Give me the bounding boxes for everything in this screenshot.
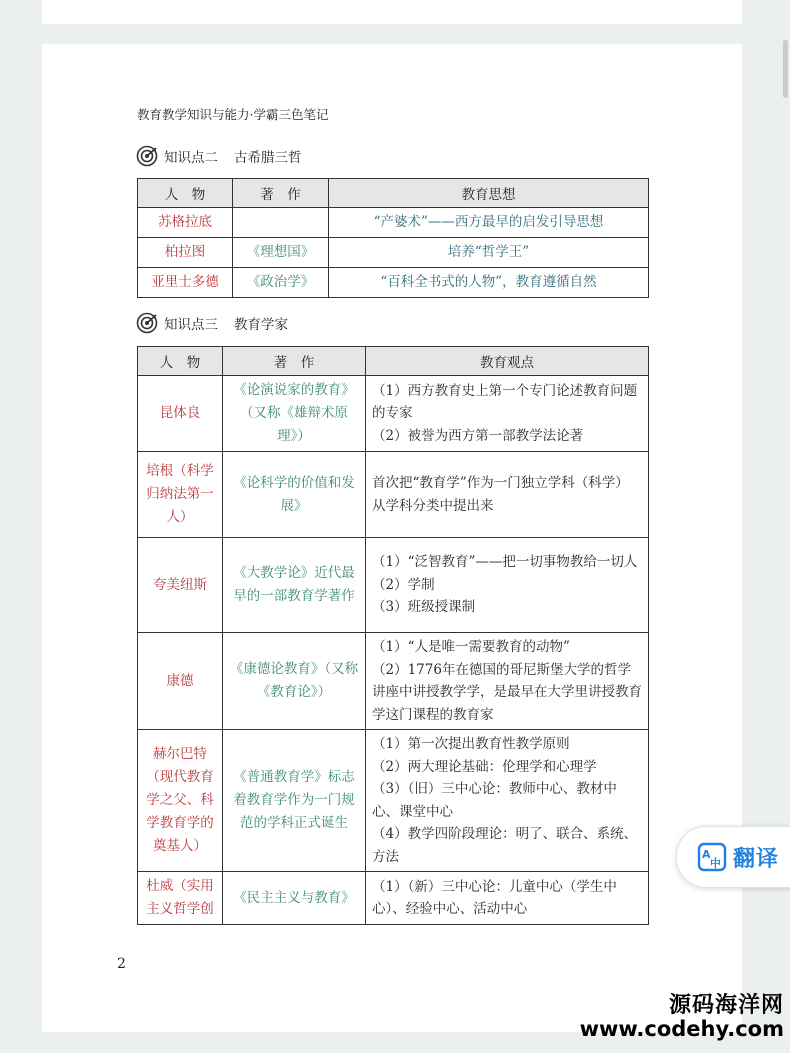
views-cell	[366, 452, 649, 538]
views-cell	[366, 872, 649, 925]
person-cell: 夸美纽斯	[138, 538, 223, 633]
page-number: 2	[117, 956, 126, 972]
table-row	[138, 633, 649, 730]
person-cell: 培根（科学归纳法第一人）	[138, 452, 223, 538]
view-item: （3）（旧）三中心论：教师中心、教材中心、课堂中心	[372, 781, 617, 820]
table-row	[138, 376, 649, 452]
translate-button[interactable]	[676, 826, 790, 888]
view-item: （2）被誉为西方第一部教学法论著	[372, 427, 584, 444]
work-cell: 《理想国》	[233, 238, 329, 268]
section2-title: 古希腊三哲	[234, 150, 302, 166]
column-header: 人 物	[138, 347, 223, 376]
translate-icon	[697, 842, 727, 872]
watermark	[580, 994, 784, 1041]
views-cell	[366, 376, 649, 452]
view-item: （1）西方教育史上第一个专门论述教育问题的专家	[372, 382, 638, 422]
person-cell: 康德	[138, 633, 223, 730]
person-cell: 昆体良	[138, 376, 223, 452]
section2-number: 知识点二	[164, 150, 218, 166]
section3-title: 教育学家	[234, 317, 288, 333]
idea-cell: “产婆术”——西方最早的启发引导思想	[329, 208, 649, 238]
view-item: （1）（新）三中心论：儿童中心（学生中心）、经验中心、活动中心	[372, 878, 617, 917]
table-row	[138, 730, 649, 872]
idea-cell: “百科全书式的人物”，教育遵循自然	[329, 268, 649, 298]
work-cell: 《论演说家的教育》（又称《雄辩术原理》）	[223, 376, 366, 452]
target-icon	[136, 145, 158, 167]
view-item: 首次把“教育学”作为一门独立学科（科学）从学科分类中提出来	[372, 475, 629, 514]
watermark-line1: 源码海洋网	[668, 993, 784, 1018]
work-cell: 《康德论教育》（又称《教育论》）	[223, 633, 366, 730]
person-cell: 赫尔巴特（现代教育学之父、科学教育学的奠基人）	[138, 730, 223, 872]
philosophers-table	[137, 178, 649, 298]
table-row	[138, 208, 649, 238]
views-cell	[366, 730, 649, 872]
work-cell	[233, 208, 329, 238]
work-cell: 《论科学的价值和发展》	[223, 452, 366, 538]
work-cell: 《大教学论》近代最早的一部教育学著作	[223, 538, 366, 633]
svg-text:中: 中	[710, 857, 721, 870]
previous-page-edge	[42, 0, 742, 24]
table-row	[138, 452, 649, 538]
view-item: （3）班级授课制	[372, 599, 476, 616]
document-page	[42, 44, 742, 1032]
view-item: （1）第一次提出教育性教学原则	[372, 736, 570, 752]
person-cell: 亚里士多德	[138, 268, 233, 298]
views-cell	[366, 538, 649, 633]
running-head: 教育教学知识与能力·学霸三色笔记	[137, 107, 329, 122]
column-header: 人 物	[138, 179, 233, 208]
scrollbar-thumb[interactable]	[783, 40, 788, 98]
view-item: （4）教学四阶段理论：明了、联合、系统、方法	[372, 826, 638, 865]
person-cell: 苏格拉底	[138, 208, 233, 238]
table-header-row	[138, 179, 649, 208]
view-item: （1）“泛智教育”——把一切事物教给一切人	[372, 554, 638, 571]
target-icon	[136, 312, 158, 334]
column-header: 著 作	[223, 347, 366, 376]
table-row	[138, 268, 649, 298]
column-header: 著 作	[233, 179, 329, 208]
column-header: 教育观点	[366, 347, 649, 376]
view-item: （2）两大理论基础：伦理学和心理学	[372, 758, 597, 775]
table-row	[138, 238, 649, 268]
view-item: （2）学制	[372, 576, 435, 593]
idea-cell: 培养“哲学王”	[329, 238, 649, 268]
table-row	[138, 872, 649, 925]
view-item: （1）“人是唯一需要教育的动物”	[372, 639, 570, 655]
section2-heading	[136, 145, 302, 167]
person-cell: 柏拉图	[138, 238, 233, 268]
table-row	[138, 538, 649, 633]
work-cell: 《民主主义与教育》	[223, 872, 366, 925]
views-cell	[366, 633, 649, 730]
person-cell: 杜威（实用主义哲学创	[138, 872, 223, 925]
translate-label: 翻译	[733, 846, 780, 872]
work-cell: 《政治学》	[233, 268, 329, 298]
view-item: （2）1776年在德国的哥尼斯堡大学的哲学讲座中讲授教学学，是最早在大学里讲授教育学这门课程的教育家	[372, 661, 642, 723]
scrollbar[interactable]	[780, 0, 790, 1053]
watermark-line2: www.codehy.com	[579, 1017, 784, 1042]
section3-number: 知识点三	[164, 317, 218, 333]
section3-heading	[136, 312, 288, 334]
svg-text:A: A	[702, 848, 711, 861]
column-header: 教育思想	[329, 179, 649, 208]
table-header-row	[138, 347, 649, 376]
work-cell: 《普通教育学》标志着教育学作为一门规范的学科正式诞生	[223, 730, 366, 872]
educators-table	[137, 346, 649, 925]
